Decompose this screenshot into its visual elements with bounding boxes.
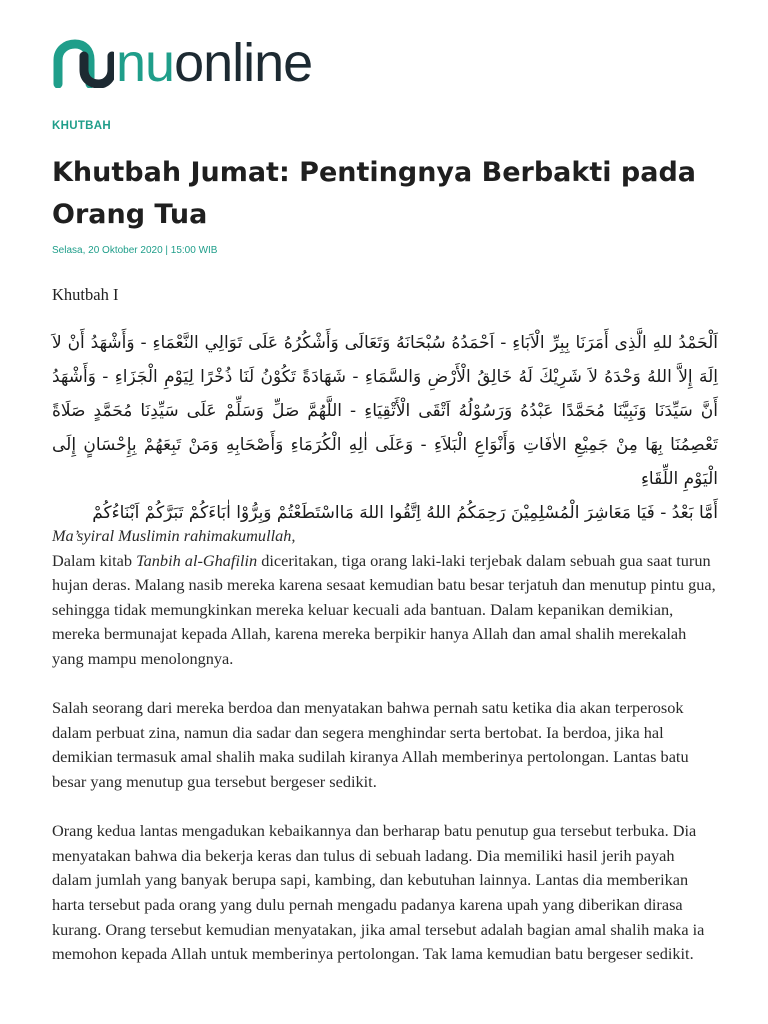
paragraph-1-rest: diceritakan, tiga orang laki-laki terjebak dalam sebuah gua saat turun hujan deras. Malang nasib mereka karena sesaat kemudian batu besar terjatuh dan menutup pintu gua, sehingga tidak memungkinkan mereka keluar kecuali ada bantuan. Dalam kepanikan demikian, mereka bermunajat kepada Allah, karena mereka berpikir hanya Allah dan amal shalih merekalah yang mampu menolongnya.	[52, 550, 716, 668]
nu-online-logo[interactable]	[52, 33, 313, 93]
greeting: Ma’syiral Muslimin rahimakumullah,	[52, 526, 296, 545]
paragraph-3: Orang kedua lantas mengadukan kebaikannya dan berharap batu penutup gua tersebut terbuka. Dia menyatakan bahwa dia bekerja keras dan tulus di sebuah ladang. Dia memiliki hasil jerih payah dalam jumlah yang banyak berupa sapi, kambing, dan kebutuhan lainnya. Lantas dia memberikan harta tersebut pada orang yang dulu pernah mengadu padanya karena upah yang diberikan dirasa kurang. Orang tersebut kemudian menyatakan, jika amal tersebut adalah bagian amal shalih maka ia memohon kepada Allah untuk memberinya pertolongan. Tak lama kemudian batu bergeser sedikit.	[52, 821, 705, 964]
logo-wordmark-prefix: nu	[116, 33, 175, 93]
category-label[interactable]: KHUTBAH	[52, 120, 111, 132]
paragraph-1	[52, 549, 716, 672]
publish-date: Selasa, 20 Oktober 2020 | 15:00 WIB	[52, 245, 218, 256]
arabic-paragraph-1: اَلْحَمْدُ للهِ الَّذِى أَمَرَنَا بِبِرِّ الْاَبَاءِ - اَحْمَدُهُ سُبْحَانَهُ وَتَعَالَى وَأَشْكُرُهُ عَلَى تَوَالِي النَّعْمَاءِ - وَأَشْهَدُ أَنْ لاَ اِلَهَ إِلاَّ اللهُ وَحْدَهُ لاَ شَرِيْكَ لَهُ خَالِقُ الْأَرْضِ وَالسَّمَاءِ - شَهَادَةً تَكُوْنُ لَنَا ذُخْرًا لِيَوْمِ الْجَزَاءِ - وَأَشْهَدُ أَنَّ سَيِّدَنَا وَنَبِيَّنَا مُحَمَّدًا عَبْدُهُ وَرَسُوْلُهُ اَتْقَى الْأَتْقِيَاءِ - اللَّهُمَّ صَلِّ وَسَلِّمْ عَلَى سَيِّدِنَا مُحَمَّدٍ صَلَاةً تَعْصِمُنَا بِهَا مِنْ جَمِيْعِ الاٰفَاتِ وَأَنْوَاعِ الْبَلاَءِ - وَعَلَى اٰلِهِ الْكُرَمَاءِ وَأَصْحَابِهِ وَمَنْ تَبِعَهُمْ بِإِحْسَانٍ إِلَى الْيَوْمِ اللِّقَاءِ	[52, 333, 718, 489]
logo-wordmark-rest: online	[174, 33, 313, 93]
section-heading: Khutbah I	[52, 285, 119, 304]
book-title: Tanbih al-Ghafilin	[136, 550, 258, 570]
logo-wordmark	[116, 33, 313, 93]
article-title: Khutbah Jumat: Pentingnya Berbakti pada Orang Tua	[52, 157, 697, 230]
paragraph-2: Salah seorang dari mereka berdoa dan menyatakan bahwa pernah satu ketika dia akan terperosok dalam perbuat zina, namun dia sadar dan segera menghindar serta bertobat. Ia berdoa, jika hal demikian termasuk amal shalih maka sudilah kiranya Allah memberinya pertolongan. Lantas batu besar yang menutup gua tersebut bergeser sedikit.	[52, 698, 689, 791]
arabic-paragraph-2: أَمَّا بَعْدُ - فَيَا مَعَاشِرَ الْمُسْلِمِيْنَ رَحِمَكُمُ اللهُ اِتَّقُوا اللهَ مَااسْتَطَعْتُمْ وَبِرُّوْا اٰبَاءَكُمْ تَبَرَّكُمْ اَبْنَاءُكُمْ	[92, 503, 718, 523]
article-body	[52, 524, 716, 991]
arabic-opening-text	[52, 326, 718, 530]
nu-logo-mark-icon	[52, 38, 114, 88]
paragraph-1-start: Dalam kitab	[52, 550, 137, 570]
